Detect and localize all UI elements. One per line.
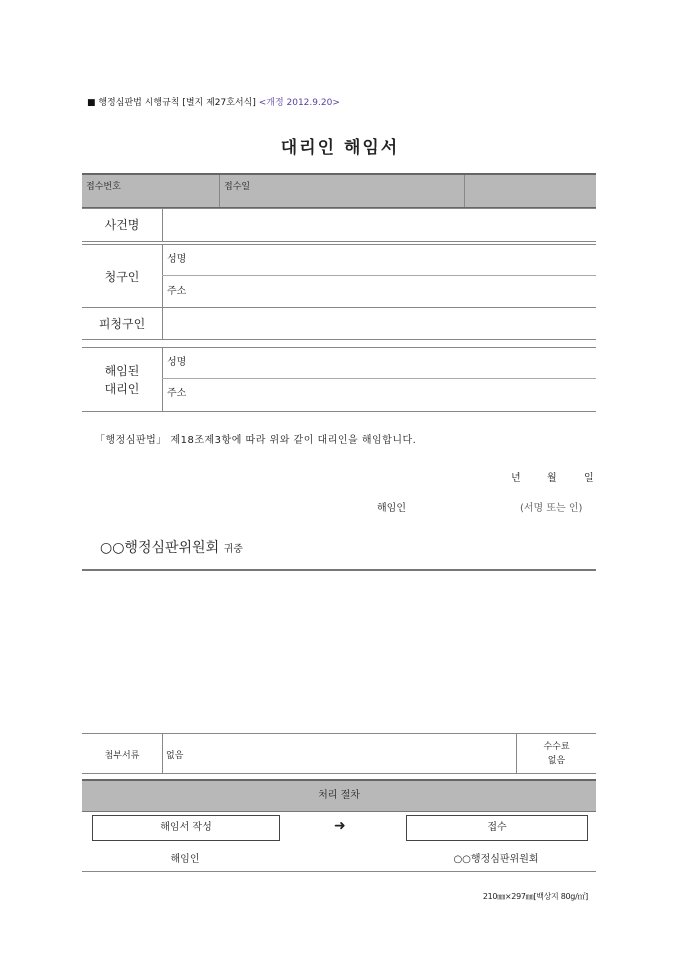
- dismissed-agent-label-line2: 대리인: [104, 382, 140, 396]
- form-reference: ■ 행정심판법 시행규칙 [별지 제27호서식]: [87, 98, 256, 108]
- divider: [82, 244, 596, 245]
- divider: [219, 175, 220, 207]
- respondent-field[interactable]: [163, 309, 594, 337]
- divider: [82, 208, 596, 209]
- attachments-label: 첨부서류: [104, 751, 140, 761]
- divider: [82, 339, 596, 340]
- divider: [82, 773, 596, 774]
- divider: [464, 175, 465, 207]
- divider: [82, 347, 596, 348]
- divider: [82, 871, 596, 872]
- divider: [82, 307, 596, 308]
- dismissed-agent-label-line1: 해임된: [104, 364, 140, 378]
- claimant-label: 청구인: [104, 270, 140, 284]
- divider: [82, 411, 596, 412]
- day-label: 일: [584, 473, 594, 484]
- paper-spec: 210㎜×297㎜[백상지 80g/㎡]: [482, 892, 588, 901]
- receipt-bar: [82, 173, 596, 209]
- fee-value: 없음: [547, 756, 566, 766]
- respondent-label: 피청구인: [98, 317, 146, 331]
- signer-label: 해임인: [377, 503, 406, 514]
- recipient-suffix: 귀중: [223, 544, 243, 555]
- case-name-field[interactable]: [163, 210, 594, 240]
- step-receipt: 접수: [406, 815, 588, 841]
- fee-label: 수수료: [543, 742, 570, 752]
- case-name-label: 사건명: [104, 218, 140, 232]
- date-month: [547, 466, 557, 485]
- signature-note[interactable]: (서명 또는 인): [520, 503, 583, 514]
- fee-cell: [517, 740, 596, 768]
- agent-address-field[interactable]: [200, 380, 594, 409]
- claimant-address-field[interactable]: [200, 277, 594, 305]
- amendment-note: <개정 2012.9.20>: [258, 98, 340, 108]
- year-label: 년: [511, 473, 521, 484]
- divider: [82, 733, 596, 734]
- declaration-text: 「행정심판법」 제18조제3항에 따라 위와 같이 대리인을 해임합니다.: [95, 435, 417, 446]
- divider: [162, 733, 163, 773]
- step-write-dismissal: 해임서 작성: [92, 815, 280, 841]
- actor-committee: ○○행정심판위원회: [453, 854, 539, 865]
- date-line: [511, 466, 521, 485]
- divider: [162, 275, 596, 276]
- agent-name-label: 성명: [167, 357, 187, 368]
- procedure-title: 처리 절차: [82, 779, 596, 812]
- arrow-icon: ➜: [334, 818, 346, 834]
- claimant-name-field[interactable]: [200, 246, 594, 274]
- actor-dismisser: 해임인: [170, 854, 200, 865]
- agent-address-label: 주소: [167, 388, 187, 399]
- receipt-number-label: 접수번호: [86, 182, 121, 192]
- month-label: 월: [547, 473, 557, 484]
- divider: [162, 378, 596, 379]
- date-day: [584, 466, 594, 485]
- recipient: [100, 537, 243, 557]
- receipt-date-label: 접수일: [224, 182, 251, 192]
- recipient-name: ○○행정심판위원회: [100, 540, 220, 556]
- divider: [82, 569, 596, 571]
- dismissed-agent-label: [82, 362, 162, 398]
- claimant-address-label: 주소: [167, 286, 187, 297]
- page-title: 대리인 해임서: [280, 138, 400, 158]
- form-header: [87, 95, 340, 108]
- agent-name-field[interactable]: [200, 349, 594, 377]
- claimant-name-label: 성명: [167, 254, 187, 265]
- divider: [162, 347, 163, 411]
- divider: [82, 241, 596, 242]
- attachments-value: 없음: [166, 751, 184, 761]
